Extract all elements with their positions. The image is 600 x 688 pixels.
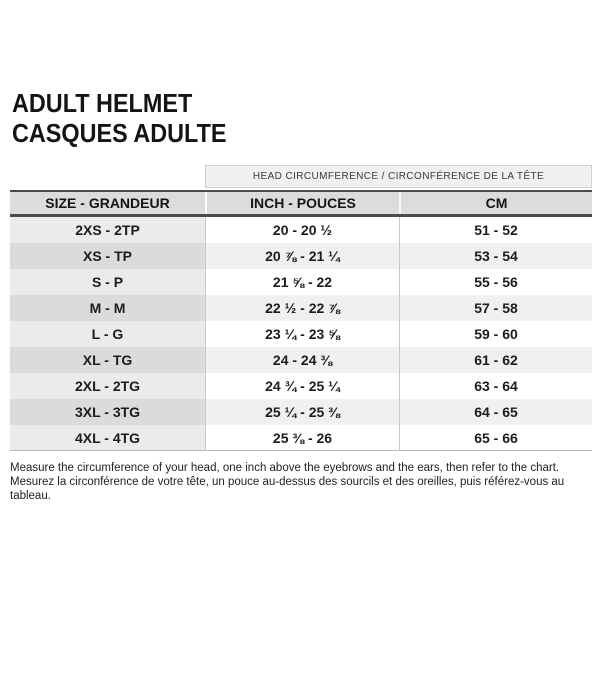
- size-cell: 2XL - 2TG: [10, 373, 205, 399]
- cm-cell: 61 - 62: [399, 347, 592, 373]
- cm-cell: 53 - 54: [399, 243, 592, 269]
- measure-instructions: [10, 461, 600, 503]
- size-cell: XL - TG: [10, 347, 205, 373]
- table-row: [10, 243, 592, 269]
- cm-cell: 59 - 60: [399, 321, 592, 347]
- measure-instructions-en: Measure the circumference of your head, one inch above the eyebrows and the ears, then refer to the chart.: [10, 462, 560, 474]
- cm-cell: 63 - 64: [399, 373, 592, 399]
- inch-cell: 23 ¼ - 23 ⅝: [205, 321, 399, 347]
- measure-instructions-fr: Mesurez la circonférence de votre tête, un pouce au-dessus des sourcils et des oreilles, puis référez-vous au tableau.: [10, 476, 565, 502]
- column-header-row: [10, 190, 592, 217]
- column-header-cm: CM: [399, 192, 592, 214]
- span-header-spacer: [10, 165, 205, 188]
- size-chart-table: [10, 165, 592, 451]
- inch-cell: 21 ⅝ - 22: [205, 269, 399, 295]
- size-cell: XS - TP: [10, 243, 205, 269]
- table-row: [10, 347, 592, 373]
- page-title: [12, 88, 600, 148]
- span-header-head-circumference: HEAD CIRCUMFERENCE / CIRCONFÉRENCE DE LA TÊTE: [205, 165, 592, 188]
- inch-cell: 24 - 24 ⅜: [205, 347, 399, 373]
- table-row: [10, 399, 592, 425]
- table-row: [10, 217, 592, 243]
- table-row: [10, 321, 592, 347]
- cm-cell: 65 - 66: [399, 425, 592, 451]
- cm-cell: 57 - 58: [399, 295, 592, 321]
- column-header-size: SIZE - GRANDEUR: [45, 195, 170, 211]
- size-cell: M - M: [10, 295, 205, 321]
- size-cell: 3XL - 3TG: [10, 399, 205, 425]
- cm-cell: 64 - 65: [399, 399, 592, 425]
- inch-cell: 20 ⅞ - 21 ¼: [205, 243, 399, 269]
- inch-cell: 22 ½ - 22 ⅞: [205, 295, 399, 321]
- size-cell: S - P: [10, 269, 205, 295]
- inch-cell: 20 - 20 ½: [205, 217, 399, 243]
- table-row: [10, 425, 592, 451]
- cm-cell: 55 - 56: [399, 269, 592, 295]
- inch-cell: 25 ⅜ - 26: [205, 425, 399, 451]
- page-title-en: ADULT HELMET: [12, 88, 193, 118]
- table-body: [10, 217, 592, 451]
- inch-cell: 24 ¾ - 25 ¼: [205, 373, 399, 399]
- size-cell: L - G: [10, 321, 205, 347]
- span-header-row: [10, 165, 592, 188]
- column-header-inch: INCH - POUCES: [205, 192, 399, 214]
- table-row: [10, 373, 592, 399]
- size-cell: 4XL - 4TG: [10, 425, 205, 451]
- table-row: [10, 269, 592, 295]
- page-title-fr: CASQUES ADULTE: [12, 118, 227, 148]
- cm-cell: 51 - 52: [399, 217, 592, 243]
- size-cell: 2XS - 2TP: [10, 217, 205, 243]
- table-row: [10, 295, 592, 321]
- inch-cell: 25 ¼ - 25 ⅜: [205, 399, 399, 425]
